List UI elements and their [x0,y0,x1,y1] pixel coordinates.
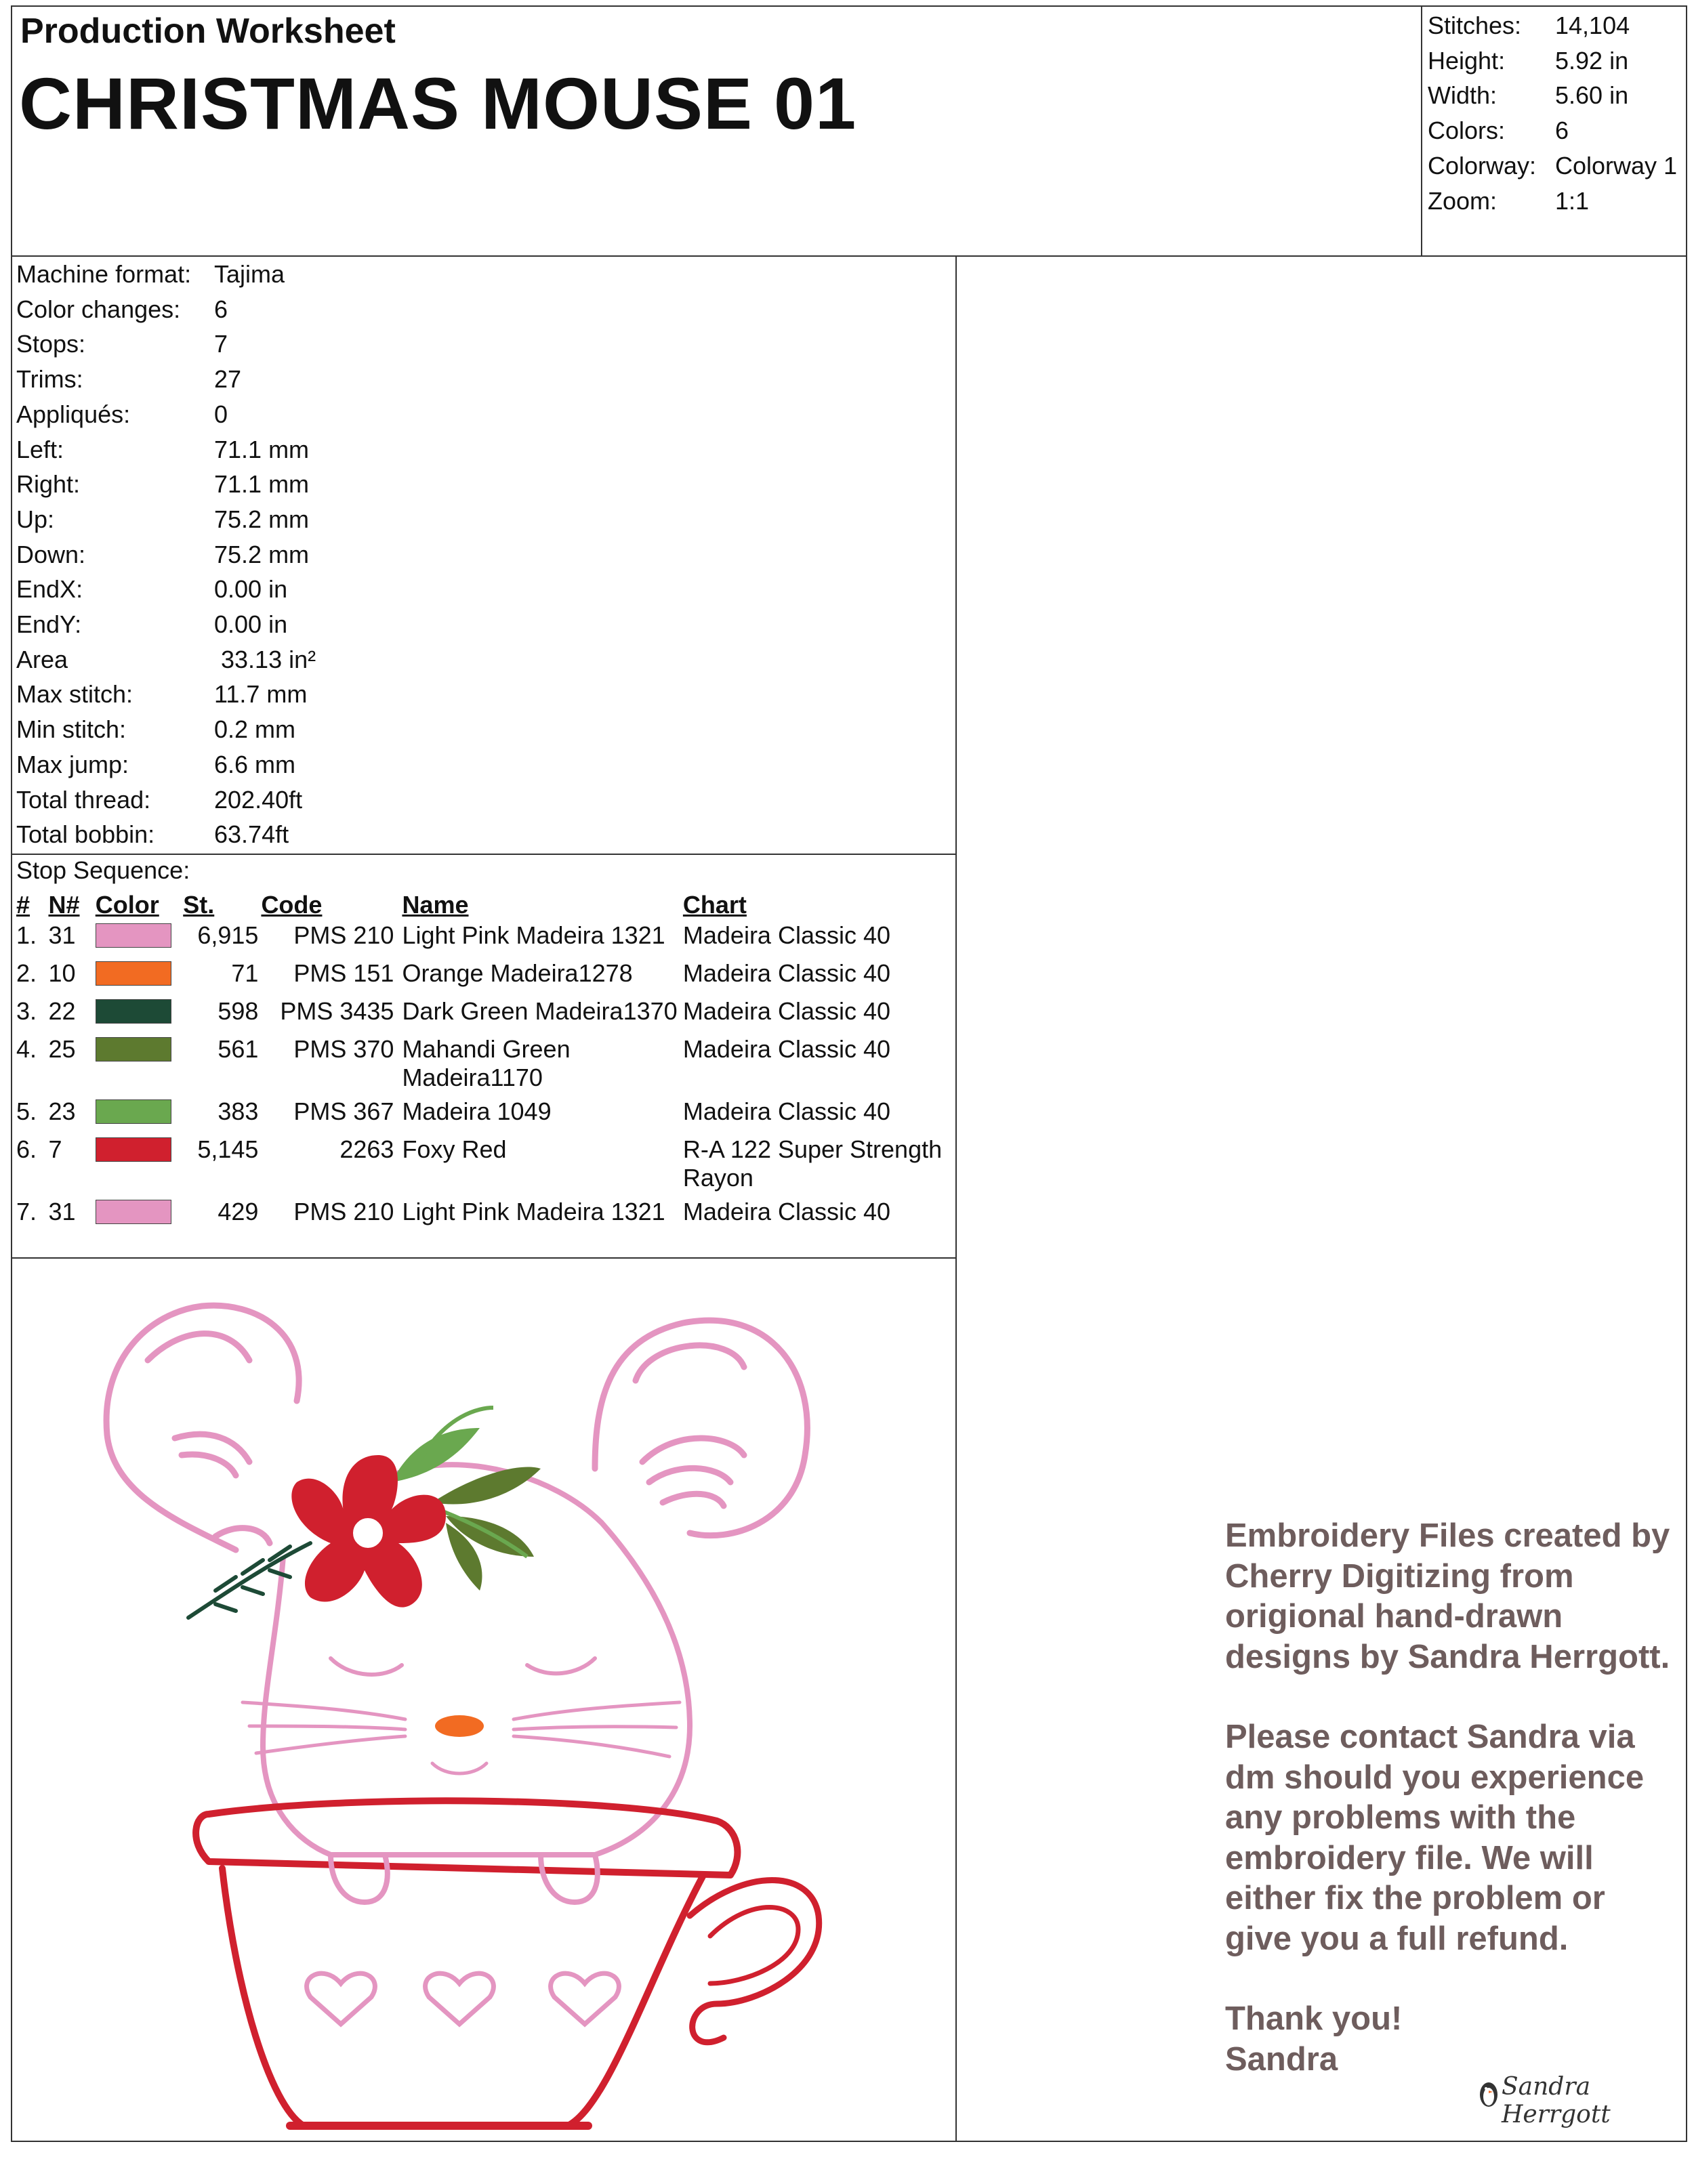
color-swatch [96,1137,171,1162]
stat-value: 11.7 mm [214,680,308,709]
pms-code: PMS 210 [293,921,394,949]
row-number: 2. [16,959,37,987]
table-row [15,1034,955,1096]
creator-note [1225,1516,1672,2080]
thread-number: 31 [48,921,76,949]
thread-number: 10 [48,959,76,987]
summary-list [1428,8,1677,218]
thread-chart: Madeira Classic 40 [682,959,891,987]
stat-value: 75.2 mm [214,540,310,568]
row-number: 3. [16,997,37,1025]
stop-sequence-table [15,890,955,1234]
thread-name: Light Pink Madeira 1321 [402,921,665,949]
stat-row [16,467,316,502]
table-row [15,958,955,996]
stat-label: Left: [16,435,64,463]
thread-chart: Madeira Classic 40 [682,1035,891,1063]
summary-row [1428,113,1677,148]
stitch-count: 429 [218,1198,259,1225]
thread-name: Mahandi Green Madeira1170 [402,1035,571,1091]
stat-row [16,712,316,747]
summary-row [1428,148,1677,184]
right-ear [595,1320,807,1536]
summary-panel [1421,5,1687,257]
christmas-mouse-artwork [12,1259,955,2141]
stop-sequence-label: Stop Sequence: [16,856,190,884]
thread-name: Madeira 1049 [402,1097,552,1125]
stat-value: 0.00 in [214,610,288,639]
stat-row [16,607,316,642]
pms-code: 2263 [339,1135,394,1163]
stat-label: Up: [16,505,55,533]
thread-name: Dark Green Madeira1370 [402,997,678,1025]
summary-row [1428,8,1677,43]
color-swatch [96,1037,171,1062]
paws [331,1855,598,1902]
design-title: CHRISTMAS MOUSE 01 [19,62,857,144]
thread-name: Orange Madeira1278 [402,959,633,987]
stat-value: 71.1 mm [214,470,310,499]
stat-row [16,397,316,432]
color-swatch-cell [94,920,182,958]
summary-row [1428,184,1677,219]
row-number: 5. [16,1097,37,1125]
stat-value: 6.6 mm [214,750,296,778]
table-header-row [15,890,955,920]
color-swatch-cell [94,958,182,996]
pms-code: PMS 3435 [280,997,394,1025]
stitch-count: 5,145 [197,1135,259,1163]
stat-label: Total bobbin: [16,820,155,849]
stat-row [16,257,316,292]
row-number: 1. [16,921,37,949]
table-row [15,1196,955,1234]
stop-sequence-panel [11,854,957,1259]
stat-label: Appliqués: [16,400,131,428]
stat-value: 0.2 mm [214,715,296,744]
stop-sequence-rows [15,920,955,1234]
color-swatch-cell [94,1196,182,1234]
pine-sprig [188,1543,310,1618]
designer-signature [1476,2073,1694,2128]
stat-row [16,362,316,397]
pms-code: PMS 367 [293,1097,394,1125]
worksheet-subtitle: Production Worksheet [20,12,396,51]
summary-value: 1:1 [1555,186,1590,215]
thread-number: 31 [48,1198,76,1225]
stat-label: Total thread: [16,785,151,814]
note-paragraph-credit: Embroidery Files created by Cherry Digitizing from origional hand-drawn designs by Sandra Herrgott. [1225,1517,1670,1675]
thread-number: 7 [48,1135,62,1163]
row-number: 7. [16,1198,37,1225]
pms-code: PMS 151 [293,959,394,987]
color-swatch-cell [94,1034,182,1096]
pms-code: PMS 370 [293,1035,394,1063]
hearts [307,1973,619,2024]
stat-row [16,817,316,852]
summary-value: 5.92 in [1555,46,1629,75]
stat-label: EndX: [16,575,83,604]
stat-label: Down: [16,540,86,568]
stat-label: Stops: [16,330,86,358]
stat-label: Max stitch: [16,680,133,709]
stat-value: 6 [214,295,228,323]
summary-label: Width: [1428,81,1497,110]
stat-label: Area [16,645,68,673]
color-swatch [96,999,171,1024]
col-n: N# [48,891,80,919]
stat-value: 63.74ft [214,820,289,849]
summary-row [1428,43,1677,79]
summary-value: 5.60 in [1555,81,1629,110]
stat-label: Color changes: [16,295,181,323]
stat-row [16,537,316,572]
col-name: Name [402,891,469,919]
summary-label: Colorway: [1428,151,1537,180]
note-paragraph-contact: Please contact Sandra via dm should you experience any problems with the embroidery file. We will either fix the problem or give you a full refund. [1225,1719,1645,1957]
red-flower [291,1455,446,1608]
stat-value: Tajima [214,260,285,288]
color-swatch [96,1099,171,1124]
mouth [432,1763,487,1773]
summary-label: Zoom: [1428,186,1497,215]
summary-value: Colorway 1 [1555,151,1678,180]
color-swatch [96,961,171,986]
stat-value: 27 [214,365,242,394]
summary-label: Height: [1428,46,1506,75]
stat-row [16,327,316,362]
machine-stats-panel [11,255,957,855]
stat-label: Min stitch: [16,715,127,744]
stat-row [16,747,316,782]
stats-list [16,257,316,852]
stat-value: 202.40ft [214,785,303,814]
stitch-count: 561 [218,1035,259,1063]
stitch-count: 6,915 [197,921,259,949]
stat-value: 33.13 in² [214,645,316,673]
thread-number: 25 [48,1035,76,1063]
left-ear [106,1305,299,1550]
closed-eyes [331,1658,595,1675]
thread-chart: Madeira Classic 40 [682,1198,891,1225]
teacup [196,1801,819,2126]
stat-row [16,572,316,607]
stat-value: 0 [214,400,228,428]
design-preview-panel [11,1257,957,2142]
stat-value: 75.2 mm [214,505,310,533]
stat-value: 7 [214,330,228,358]
summary-value: 6 [1555,117,1569,145]
stat-row [16,432,316,467]
col-color: Color [95,891,159,919]
stat-row [16,677,316,712]
note-thanks: Thank you! [1225,2000,1403,2037]
thread-name: Light Pink Madeira 1321 [402,1198,665,1225]
thread-chart: Madeira Classic 40 [682,1097,891,1125]
stat-label: Right: [16,470,81,499]
stat-value: 71.1 mm [214,435,310,463]
stat-row [16,292,316,327]
signature-text: Sandra Herrgott [1502,2073,1611,2128]
stitch-count: 383 [218,1097,259,1125]
stat-label: Machine format: [16,260,192,288]
col-code: Code [261,891,323,919]
table-row [15,1096,955,1134]
color-swatch [96,1200,171,1224]
note-sign-off: Sandra [1225,2040,1338,2078]
summary-label: Stitches: [1428,12,1522,39]
thread-number: 22 [48,997,76,1025]
col-stitches: St. [183,891,215,919]
color-swatch-cell [94,1096,182,1134]
color-swatch-cell [94,1134,182,1196]
thread-name: Foxy Red [402,1135,507,1163]
stat-row [16,502,316,537]
stitch-count: 598 [218,997,259,1025]
col-chart: Chart [682,891,747,919]
color-swatch [96,923,171,948]
stat-row [16,782,316,818]
stat-value: 0.00 in [214,575,288,604]
thread-chart: R-A 122 Super Strength Rayon [682,1135,943,1192]
color-swatch-cell [94,996,182,1034]
stitch-count: 71 [231,959,259,987]
summary-value: 14,104 [1555,12,1630,39]
stat-label: EndY: [16,610,82,639]
table-row [15,920,955,958]
row-number: 6. [16,1135,37,1163]
summary-row [1428,78,1677,113]
col-num: # [16,891,30,919]
summary-label: Colors: [1428,117,1506,145]
thread-number: 23 [48,1097,76,1125]
table-row [15,1134,955,1196]
stat-label: Trims: [16,365,83,394]
stat-label: Max jump: [16,750,129,778]
stat-row [16,642,316,677]
row-number: 4. [16,1035,37,1063]
thread-chart: Madeira Classic 40 [682,997,891,1025]
thread-chart: Madeira Classic 40 [682,921,891,949]
pms-code: PMS 210 [293,1198,394,1225]
table-row [15,996,955,1034]
header-panel [11,5,1422,257]
nose [435,1715,484,1737]
